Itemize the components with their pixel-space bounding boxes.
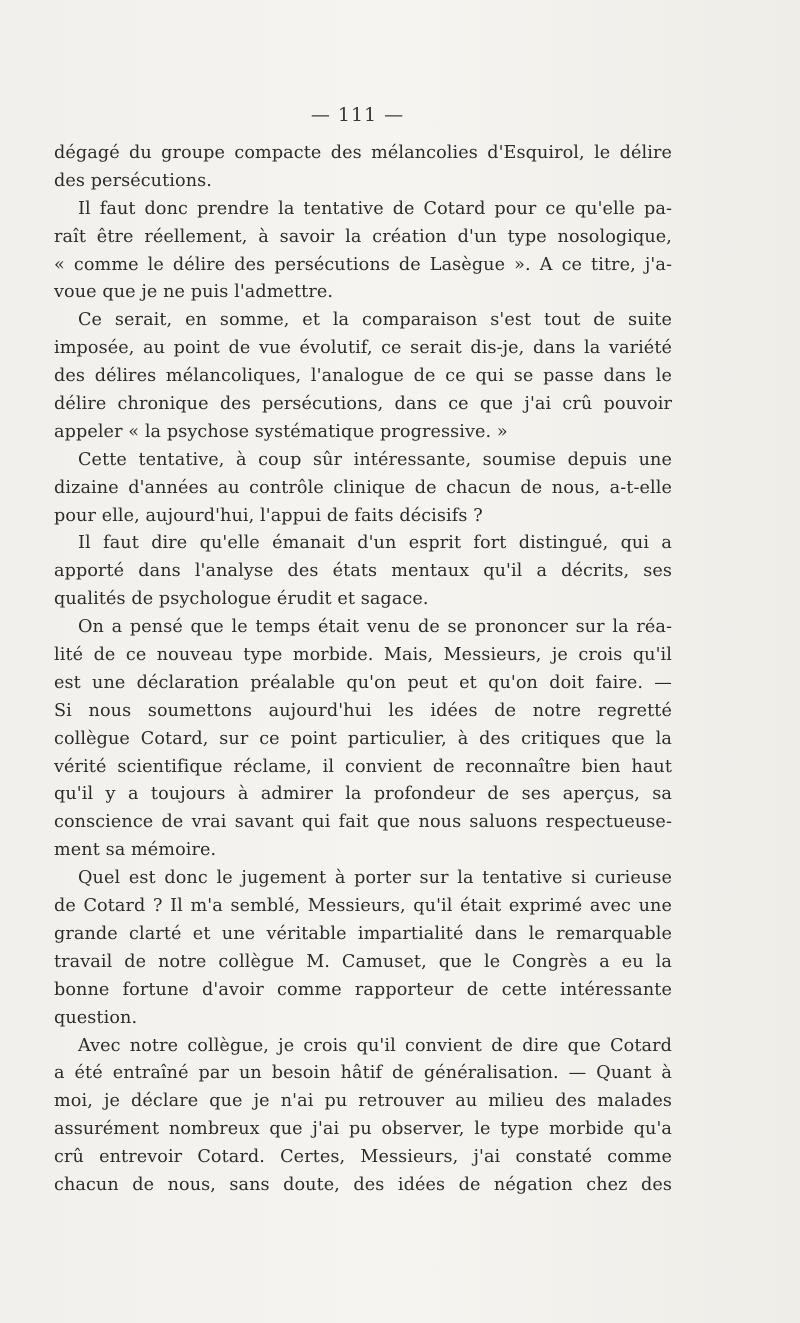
text-line: Avec notre collègue, je crois qu'il convient de dire que Cotard — [78, 1035, 672, 1056]
text-line: moi, je déclare que je n'ai pu retrouver au milieu des malades — [54, 1091, 672, 1112]
text-line: dizaine d'années au contrôle clinique de chacun de nous, a-t-elle — [54, 477, 672, 498]
text-line: des délires mélancoliques, l'analogue de ce qui se passe dans le — [54, 366, 672, 387]
text-line: des persécutions. — [54, 170, 212, 191]
text-line: délire chronique des persécutions, dans ce que j'ai crû pouvoir — [54, 394, 672, 415]
text-line: ment sa mémoire. — [54, 840, 217, 861]
text-line: On a pensé que le temps était venu de se prononcer sur la réa- — [78, 617, 672, 638]
text-line: Il faut donc prendre la tentative de Cotard pour ce qu'elle pa- — [78, 198, 672, 219]
text-line: imposée, au point de vue évolutif, ce serait dis-je, dans la variété — [54, 338, 672, 359]
text-line: travail de notre collègue M. Camuset, que le Congrès a eu la — [54, 951, 672, 972]
text-line: dégagé du groupe compacte des mélancolies d'Esquirol, le délire — [54, 143, 672, 163]
text-line: Quel est donc le jugement à porter sur la tentative si curieuse — [78, 868, 672, 889]
text-line: grande clarté et une véritable impartialité dans le remarquable — [54, 923, 672, 944]
text-line: a été entraîné par un besoin hâtif de généralisation. — Quant à — [54, 1063, 672, 1084]
text-line: assurément nombreux que j'ai pu observer, le type morbide qu'a — [54, 1119, 672, 1140]
text-line: bonne fortune d'avoir comme rapporteur de cette intéressante — [54, 979, 672, 1000]
text-line: crû entrevoir Cotard. Certes, Messieurs, j'ai constaté comme — [54, 1147, 672, 1168]
page-number: — 111 — — [310, 104, 405, 126]
text-line: qualités de psychologue érudit et sagace. — [54, 589, 429, 610]
text-line: pour elle, aujourd'hui, l'appui de faits décisifs ? — [54, 505, 483, 526]
text-line: « comme le délire des persécutions de Lasègue ». A ce titre, j'a- — [54, 254, 672, 275]
text-line: Il faut dire qu'elle émanait d'un esprit fort distingué, qui a — [78, 533, 672, 554]
text-line: qu'il y a toujours à admirer la profondeur de ses aperçus, sa — [54, 784, 672, 805]
text-line: Si nous soumettons aujourd'hui les idées de notre regretté — [54, 700, 672, 721]
text-line: lité de ce nouveau type morbide. Mais, Messieurs, je crois qu'il — [54, 645, 672, 666]
text-line: voue que je ne puis l'admettre. — [54, 282, 334, 303]
text-line: vérité scientifique réclame, il convient de reconnaître bien haut — [54, 756, 672, 777]
text-line: Cette tentative, à coup sûr intéressante, soumise depuis une — [78, 449, 672, 470]
text-line: conscience de vrai savant qui fait que nous saluons respectueuse- — [54, 812, 672, 833]
text-line: Ce serait, en somme, et la comparaison s'est tout de suite — [78, 310, 672, 331]
text-line: appeler « la psychose systématique progressive. » — [54, 421, 508, 442]
text-line: question. — [54, 1007, 138, 1028]
text-line: apporté dans l'analyse des états mentaux qu'il a décrits, ses — [54, 561, 672, 582]
text-line: collègue Cotard, sur ce point particulier, à des critiques que la — [54, 728, 672, 749]
text-line: chacun de nous, sans doute, des idées de négation chez des — [54, 1174, 672, 1195]
text-line: de Cotard ? Il m'a semblé, Messieurs, qu'il était exprimé avec une — [54, 896, 672, 917]
body-text — [54, 140, 672, 1200]
text-line: est une déclaration préalable qu'on peut et qu'on doit faire. — — [54, 672, 672, 693]
text-line: raît être réellement, à savoir la création d'un type nosologique, — [54, 226, 672, 247]
